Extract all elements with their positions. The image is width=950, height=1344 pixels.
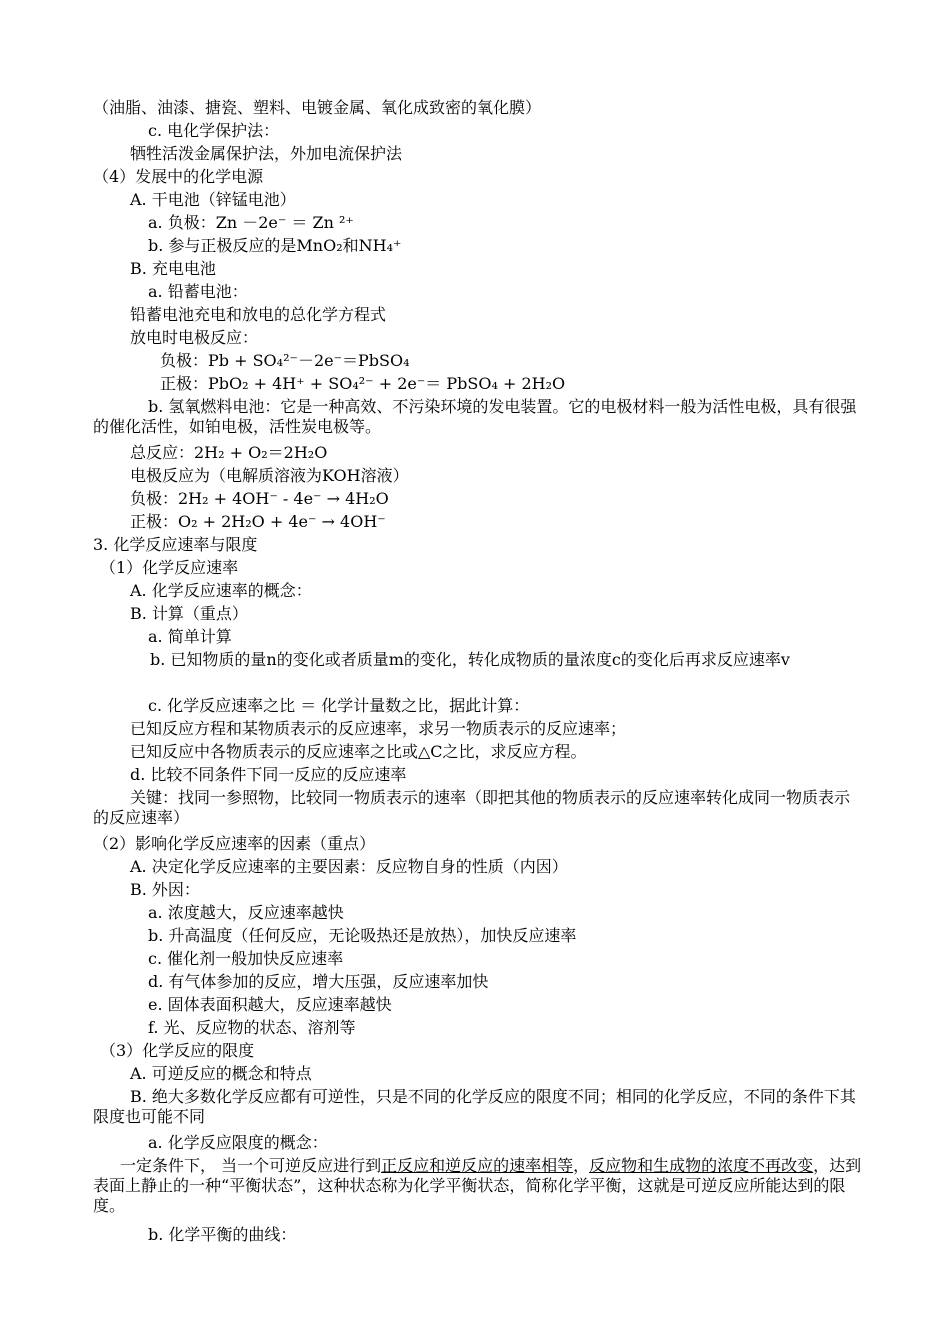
- text-line: e. 固体表面积越大，反应速率越快: [148, 995, 392, 1014]
- paragraph-text: ，达到表面上静止的一种“平衡状态”，这种状态称为化学平衡状态，简称化学平衡，这就是可逆反应所能达到的限度。: [93, 1156, 862, 1215]
- text-line: B. 计算（重点）: [130, 604, 248, 623]
- text-line: b. 化学平衡的曲线：: [148, 1225, 297, 1244]
- text-line: c. 电化学保护法：: [148, 121, 280, 140]
- text-line: 电极反应为（电解质溶液为KOH溶液）: [130, 466, 409, 485]
- equation-line: 负极：2H₂ + 4OH⁻ - 4e⁻ → 4H₂O: [130, 489, 389, 508]
- text-line: c. 催化剂一般加快反应速率: [148, 949, 344, 968]
- paragraph: b. 氢氧燃料电池：它是一种高效、不污染环境的发电装置。它的电极材料一般为活性电极，具有很强的催化活性，如铂电极，活性炭电极等。: [93, 397, 857, 436]
- equilibrium-definition-paragraph: [93, 1156, 863, 1222]
- section-heading: （4）发展中的化学电源: [93, 167, 264, 186]
- text-line: A. 可逆反应的概念和特点: [130, 1064, 312, 1083]
- text-line: （油脂、油漆、搪瓷、塑料、电镀金属、氧化成致密的氧化膜）: [93, 98, 542, 117]
- text-line: B. 充电电池: [130, 259, 216, 278]
- text-line: a. 化学反应限度的概念：: [148, 1133, 328, 1152]
- text-line: d. 有气体参加的反应，增大压强，反应速率加快: [148, 972, 489, 991]
- text-line: B. 外因：: [130, 880, 200, 899]
- text-line: c. 化学反应速率之比 ＝ 化学计量数之比，据此计算：: [148, 696, 530, 715]
- section-heading: （3）化学反应的限度: [100, 1041, 255, 1060]
- text-line: A. 化学反应速率的概念：: [130, 581, 312, 600]
- section-heading: （2）影响化学反应速率的因素（重点）: [93, 834, 376, 853]
- text-line: 放电时电极反应：: [130, 328, 259, 347]
- underlined-text: 反应物和生成物的浓度不再改变: [589, 1156, 814, 1175]
- text-line: f. 光、反应物的状态、溶剂等: [148, 1018, 356, 1037]
- section-heading: （1）化学反应速率: [100, 558, 239, 577]
- text-line: b. 升高温度（任何反应，无论吸热还是放热），加快反应速率: [148, 926, 577, 945]
- paragraph-text: 一定条件下， 当一个可逆反应进行到: [120, 1156, 382, 1175]
- paragraph: B. 绝大多数化学反应都有可逆性，只是不同的化学反应的限度不同；相同的化学反应，不同的条件下其限度也可能不同: [93, 1087, 856, 1126]
- underlined-text: 正反应和逆反应的速率相等: [381, 1156, 574, 1175]
- text-line: 铅蓄电池充电和放电的总化学方程式: [130, 305, 387, 324]
- text-line: 已知反应方程和某物质表示的反应速率，求另一物质表示的反应速率；: [130, 719, 627, 738]
- text-line: a. 浓度越大，反应速率越快: [148, 903, 344, 922]
- section-heading: 3. 化学反应速率与限度: [93, 535, 258, 554]
- text-line: a. 铅蓄电池：: [148, 282, 248, 301]
- text-line: A. 决定化学反应速率的主要因素：反应物自身的性质（内因）: [130, 857, 568, 876]
- text-line: b. 参与正极反应的是MnO₂和NH₄⁺: [148, 236, 402, 255]
- text-line: a. 负极：Zn －2e⁻ ＝ Zn ²⁺: [148, 213, 354, 232]
- paragraph: b. 已知物质的量n的变化或者质量m的变化，转化成物质的量浓度c的变化后再求反应速率v: [150, 650, 790, 669]
- equation-line: 总反应：2H₂ + O₂＝2H₂O: [130, 443, 328, 462]
- paragraph: 关键：找同一参照物，比较同一物质表示的速率（即把其他的物质表示的反应速率转化成同一物质表示的反应速率）: [93, 788, 851, 827]
- text-line: a. 简单计算: [148, 627, 232, 646]
- equation-line: 正极：PbO₂ + 4H⁺ + SO₄²⁻ + 2e⁻＝ PbSO₄ + 2H₂O: [160, 374, 566, 393]
- text-line: 已知反应中各物质表示的反应速率之比或△C之比，求反应方程。: [130, 742, 587, 761]
- equation-line: 正极：O₂ + 2H₂O + 4e⁻ → 4OH⁻: [130, 512, 386, 531]
- text-line: 牺牲活泼金属保护法，外加电流保护法: [130, 144, 403, 163]
- text-line: A. 干电池（锌锰电池）: [130, 190, 296, 209]
- paragraph-text: ，: [573, 1156, 590, 1175]
- equation-line: 负极：Pb + SO₄²⁻－2e⁻＝PbSO₄: [160, 351, 410, 370]
- text-line: d. 比较不同条件下同一反应的反应速率: [130, 765, 407, 784]
